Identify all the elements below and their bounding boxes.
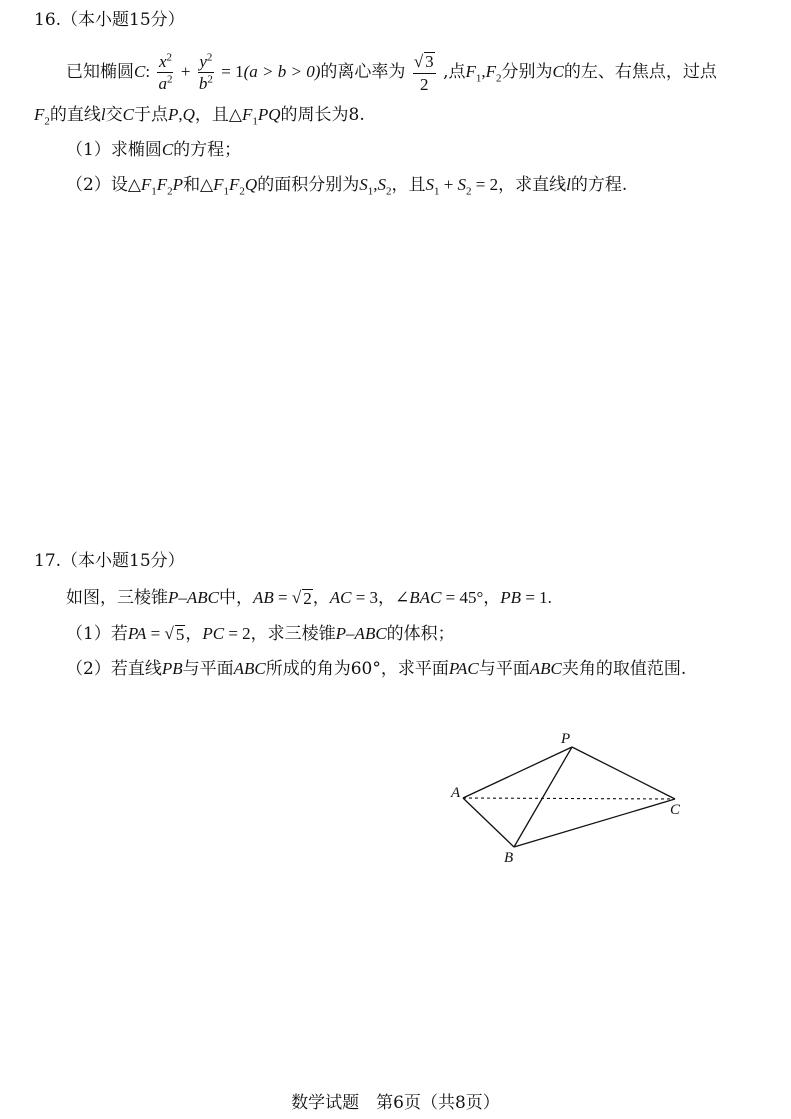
subscript-1: 1 [223,185,230,198]
math-PAC: PAC [448,659,479,678]
eccentricity-text: 的离心率为 [320,61,406,82]
pyramid-name: P–ABC [335,624,387,643]
ac-value-text: = 3，∠ [351,588,410,607]
volume-text: 的体积； [386,624,455,644]
range-text: 夹角的取值范围. [561,659,687,679]
subscript-1: 1 [252,115,258,128]
intersect-text: 交 [105,105,123,125]
math-PB: PB [500,588,522,607]
math-S: S [359,175,368,194]
pyramid-name: P–ABC [168,588,219,607]
fraction-y2-b2 [198,53,214,92]
math-PB: PB [161,659,183,678]
problem-16-line-2 [34,105,365,128]
plus-sign: + [180,61,191,81]
math-AB: AB [253,588,274,607]
math-PC: PC [202,624,225,643]
fraction-sqrt3-over-2 [413,52,436,93]
math-Q: Q [244,175,258,194]
math-F: F [465,61,476,81]
angle-text: 所成的角为60°，求平面 [265,659,449,679]
math-PQ: PQ [257,105,281,124]
comma-text: , [481,61,486,81]
fraction-denominator: 2 [419,74,429,94]
vertex-label-B: B [504,850,514,866]
math-Q: Q [182,105,195,124]
vertex-label-P: P [561,731,571,747]
edge-PA [463,747,572,798]
fraction-numerator [198,53,213,70]
sqrt-2 [292,589,313,608]
page-footer: 数学试题 第6页（共8页） [291,1093,500,1113]
math-ABC: ABC [529,659,562,678]
pb-value-text: = 1. [521,588,552,607]
subscript-1: 1 [475,72,482,85]
problem-16-number: 16. [34,10,62,30]
sqrt-sign: √ [164,624,174,643]
math-S: S [457,175,467,194]
split-text: 分别为 [501,61,553,82]
equation-text: 的方程. [570,175,628,195]
line-text: 的直线 [49,105,101,125]
math-l: l [566,175,571,194]
math-PA: PA [127,624,147,643]
equals-one: = 1 [221,61,244,81]
hidden-edge-AC [463,798,675,799]
subscript-2: 2 [44,115,50,128]
math-S: S [425,175,434,194]
exponent-2: 2 [166,73,173,86]
comma-text: , [178,105,183,124]
math-P: P [172,175,184,194]
problem-16-intro-text: 已知椭圆 [66,61,134,82]
subscript-2: 2 [466,185,472,198]
edge-AB [463,798,514,847]
math-C: C [552,61,564,81]
problem-16-part-2 [66,175,628,198]
math-F: F [229,175,240,194]
part-2-prefix: （2）设△ [66,175,141,195]
problem-17-points: （本小题15分） [61,551,185,571]
fraction-numerator [158,53,173,70]
problem-16-header [34,12,185,29]
sqrt-radicand: 5 [175,625,185,644]
focus-text: 的左、右焦点，过点 [563,61,717,82]
plus-sign: + [439,175,458,194]
sqrt-5 [165,625,186,644]
problem-17-part-2 [66,660,686,678]
problem-16-line-1 [66,52,717,93]
and-text: ，且 [391,175,426,195]
comma-text: , [373,175,378,194]
part-1-tail: 的方程； [173,140,242,160]
math-F: F [485,61,496,81]
problem-17-number: 17. [34,551,62,571]
in-text: 中， [219,588,253,608]
math-F: F [140,175,152,194]
math-y: y [199,51,207,71]
comma-text: ， [312,588,330,608]
fraction-x2-a2 [157,53,173,92]
find-line-text: ，求直线 [498,175,567,195]
point-text: ,点 [443,61,466,82]
math-S: S [377,175,386,194]
colon-text: : [145,61,151,81]
at-point-text: 于点 [133,105,168,125]
subscript-2: 2 [239,185,245,198]
perimeter-text: 的周长为8. [280,105,365,125]
subscript-2: 2 [167,185,173,198]
math-BAC: BAC [409,588,442,607]
fraction-numerator [413,52,436,71]
sqrt-sign: √ [413,52,424,71]
math-F: F [213,175,224,194]
subscript-1: 1 [367,185,374,198]
math-x: x [158,51,167,71]
math-C: C [122,105,134,124]
sqrt-radicand: 2 [303,589,312,608]
math-P: P [167,105,179,124]
exponent-2: 2 [206,51,213,64]
with-plane-text: 与平面 [478,659,530,679]
equals-two: = 2 [471,175,499,194]
problem-16-part-1 [66,141,241,159]
vertex-label-A: A [451,785,461,801]
edge-PC [572,747,675,799]
problem-17-part-1 [66,625,455,644]
vertex-label-C: C [670,802,681,818]
equals-text: = [146,624,165,643]
math-AC: AC [329,588,352,607]
math-ABC: ABC [233,659,266,678]
with-plane-text: 与平面 [182,659,234,679]
problem-17-intro [66,589,552,608]
math-C: C [134,61,146,81]
math-a: a [158,73,167,93]
area-text: 的面积分别为 [257,175,360,195]
subscript-2: 2 [385,185,392,198]
part-1-prefix: （1）求椭圆 [66,140,162,160]
fraction-denominator [198,75,214,92]
subscript-1: 1 [433,185,440,198]
problem-16-points: （本小题15分） [61,10,185,30]
sqrt-sign: √ [291,588,302,607]
triangle-text: ，且△ [194,105,242,125]
comma-text: ， [185,624,203,644]
part-1-prefix: （1）若 [66,624,128,644]
exponent-2: 2 [166,51,172,64]
angle-value-text: = 45°， [441,588,501,607]
math-F: F [241,105,253,124]
fraction-bar [413,73,436,74]
and-triangle-text: 和△ [183,175,214,195]
equals-text: = [273,588,292,607]
intro-prefix: 如图，三棱锥 [66,588,168,608]
math-l: l [100,105,106,124]
triangular-pyramid-diagram [448,730,708,870]
sqrt-radicand: 3 [425,52,434,71]
fraction-denominator [157,75,173,92]
math-b: b [198,73,208,93]
pc-value-text: = 2，求三棱锥 [224,624,336,643]
subscript-1: 1 [151,185,157,198]
condition-a-gt-b-gt-0: (a > b > 0) [243,61,321,81]
exponent-2: 2 [207,73,213,86]
math-F: F [34,105,45,124]
math-F: F [156,175,168,194]
math-C: C [161,140,174,159]
problem-17-header [34,553,185,570]
subscript-2: 2 [496,72,502,85]
part-2-prefix: （2）若直线 [66,659,162,679]
